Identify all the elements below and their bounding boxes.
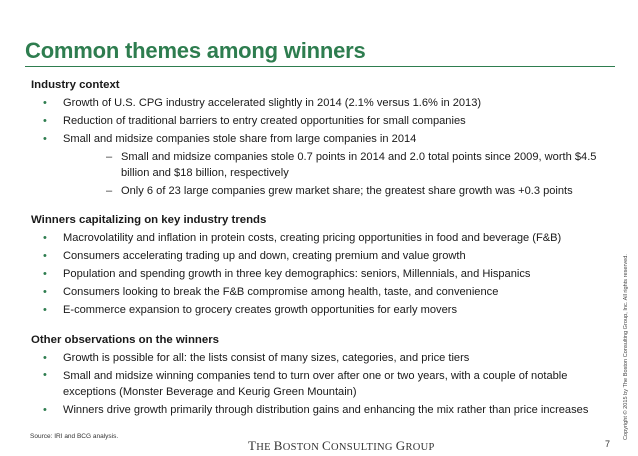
slide-body bbox=[31, 76, 616, 419]
bullet-icon: • bbox=[43, 286, 47, 298]
section-heading: Winners capitalizing on key industry trends bbox=[31, 214, 267, 226]
sub-bullet-list bbox=[63, 149, 616, 199]
dash-icon: – bbox=[106, 185, 113, 197]
bullet-item bbox=[31, 247, 616, 265]
section-heading: Industry context bbox=[31, 79, 120, 91]
bullet-item bbox=[31, 301, 616, 319]
bullet-text: Consumers looking to break the F&B compromise among health, taste, and convenience bbox=[63, 286, 499, 298]
section-heading: Other observations on the winners bbox=[31, 334, 219, 346]
bullet-icon: • bbox=[43, 97, 47, 109]
section-other-observations bbox=[31, 331, 616, 419]
bullet-item bbox=[31, 94, 616, 112]
bullet-text: Small and midsize companies stole share from large companies in 2014 bbox=[63, 133, 417, 145]
bullet-icon: • bbox=[43, 304, 47, 316]
bullet-text: Small and midsize winning companies tend to turn over after one or two years, with a couple of notable exceptions (Monster Beverage and Keurig Green Mountain) bbox=[63, 370, 568, 398]
bullet-item bbox=[31, 130, 616, 199]
sub-bullet-item bbox=[63, 149, 616, 181]
sub-bullet-text: Only 6 of 23 large companies grew market share; the greatest share growth was +0.3 points bbox=[121, 185, 573, 197]
bullet-icon: • bbox=[43, 115, 47, 127]
sub-bullet-text: Small and midsize companies stole 0.7 points in 2014 and 2.0 total points since 2009, worth $4.5 billion and $18 billion, respectively bbox=[121, 151, 597, 179]
copyright-notice: Copyright © 2015 by The Boston Consulting Group, Inc. All rights reserved. bbox=[623, 254, 629, 440]
bullet-item bbox=[31, 112, 616, 130]
bullet-text: Growth is possible for all: the lists consist of many sizes, categories, and price tiers bbox=[63, 352, 470, 364]
dash-icon: – bbox=[106, 151, 113, 163]
bullet-list bbox=[31, 94, 616, 199]
bullet-text: Growth of U.S. CPG industry accelerated slightly in 2014 (2.1% versus 1.6% in 2013) bbox=[63, 97, 482, 109]
slide-title: Common themes among winners bbox=[25, 38, 366, 63]
bullet-icon: • bbox=[43, 133, 47, 145]
bullet-icon: • bbox=[43, 404, 47, 416]
bullet-icon: • bbox=[43, 268, 47, 280]
page-number: 7 bbox=[605, 439, 611, 449]
bullet-list bbox=[31, 349, 616, 419]
bullet-item bbox=[31, 349, 616, 367]
bullet-icon: • bbox=[43, 352, 47, 364]
bullet-icon: • bbox=[43, 250, 47, 262]
bullet-item bbox=[31, 283, 616, 301]
source-note: Source: IRI and BCG analysis. bbox=[30, 433, 119, 440]
bullet-icon: • bbox=[43, 369, 47, 381]
bullet-item bbox=[31, 367, 616, 401]
bullet-text: E-commerce expansion to grocery creates growth opportunities for early movers bbox=[63, 304, 457, 316]
bullet-text: Winners drive growth primarily through distribution gains and enhancing the mix rather than price increases bbox=[63, 404, 589, 416]
bullet-text: Reduction of traditional barriers to entry created opportunities for small companies bbox=[63, 115, 466, 127]
company-logo: THE BOSTON CONSULTING GROUP bbox=[248, 438, 435, 453]
section-industry-context bbox=[31, 76, 616, 199]
section-winners-trends bbox=[31, 211, 616, 319]
bullet-text: Consumers accelerating trading up and down, creating premium and value growth bbox=[63, 250, 466, 262]
bullet-item bbox=[31, 229, 616, 247]
bullet-list bbox=[31, 229, 616, 319]
bullet-item bbox=[31, 265, 616, 283]
bullet-icon: • bbox=[43, 232, 47, 244]
sub-bullet-item bbox=[63, 183, 616, 199]
bullet-item bbox=[31, 401, 616, 419]
title-divider bbox=[25, 66, 615, 67]
bullet-text: Macrovolatility and inflation in protein costs, creating pricing opportunities in food and beverage (F&B) bbox=[63, 232, 562, 244]
bullet-text: Population and spending growth in three key demographics: seniors, Millennials, and Hispanics bbox=[63, 268, 531, 280]
